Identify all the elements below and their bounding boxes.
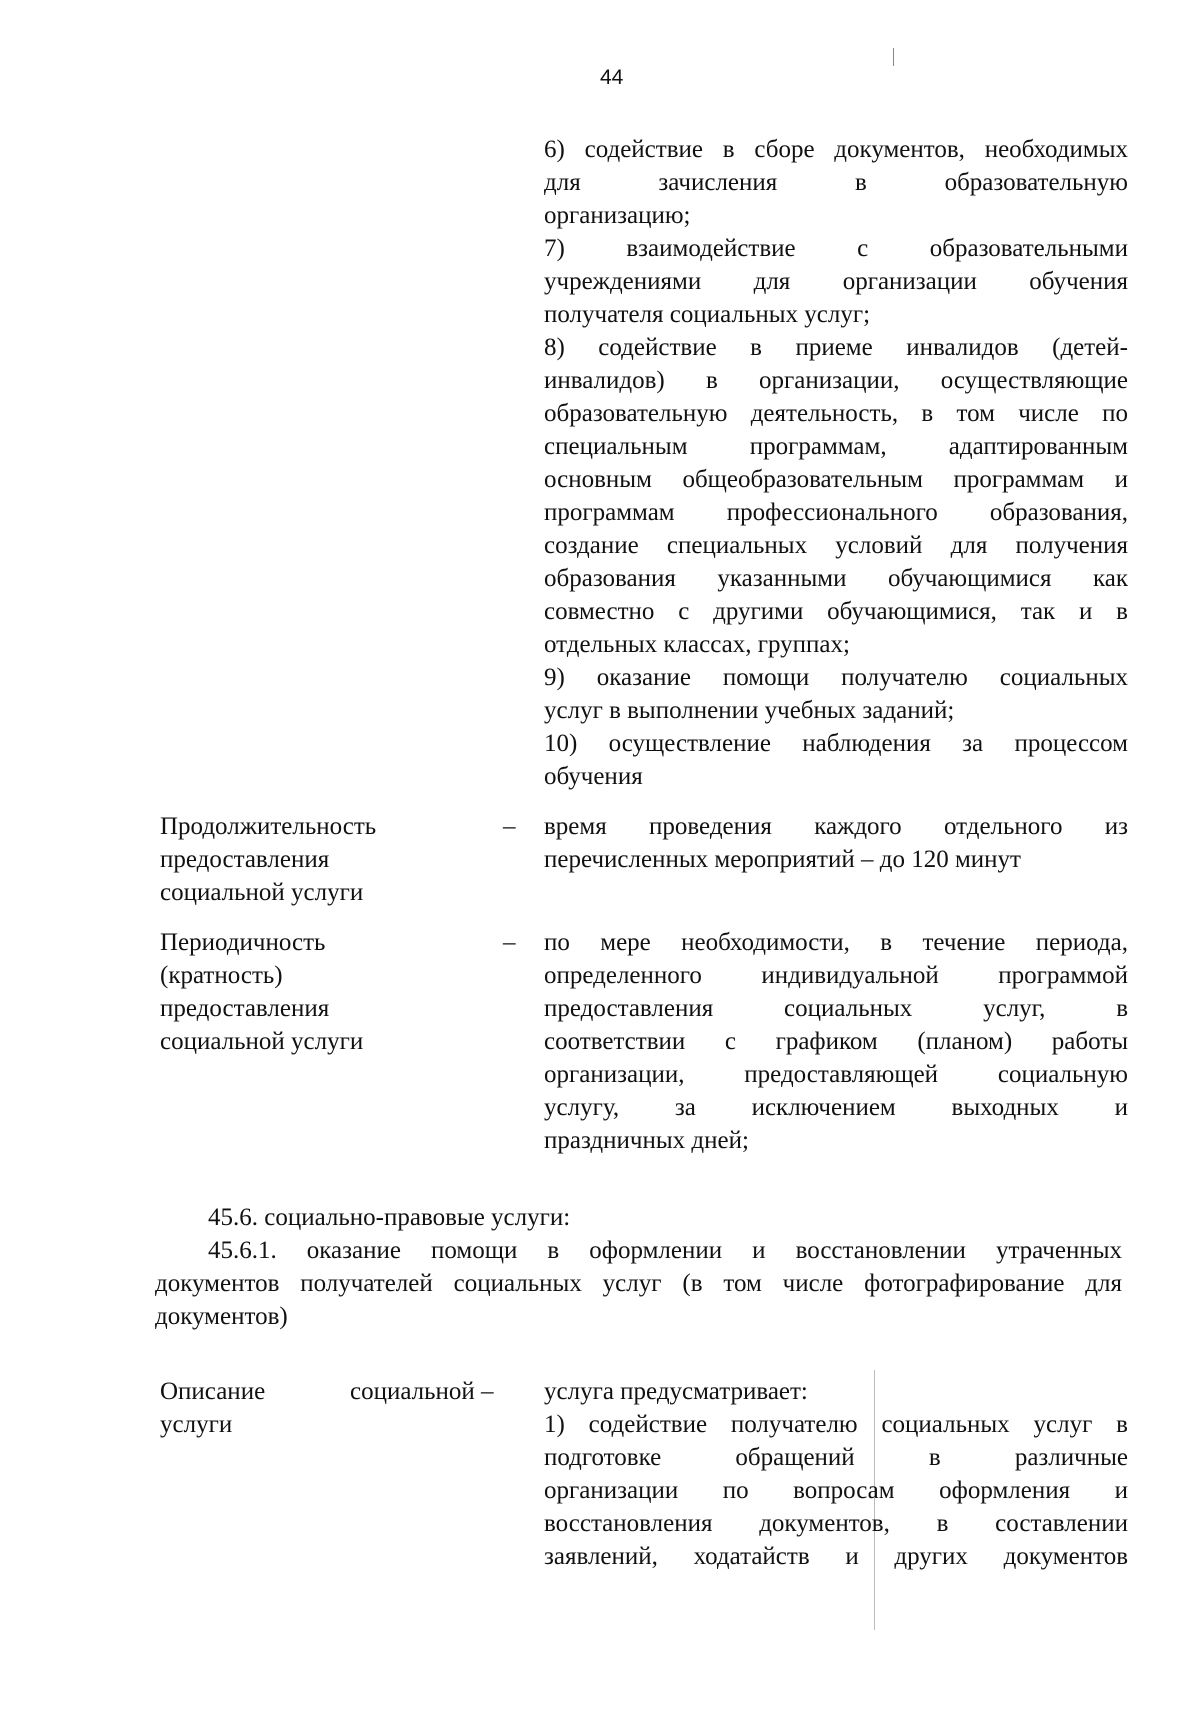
text-line: подготовке обращений в различные (544, 1444, 1128, 1471)
description-text (544, 1375, 1128, 1573)
top-line: образования указанными обучающимися как (544, 565, 1128, 592)
text-line: перечисленных мероприятий – до 120 минут (544, 846, 1021, 873)
top-line: совместно с другими обучающимися, так и в (544, 598, 1128, 625)
text-line: заявлений, ходатайств и других документов (544, 1543, 1128, 1570)
periodicity-label (160, 926, 460, 1058)
description-label-word2: социальной – (350, 1378, 494, 1405)
text-line: 1) содействие получателю социальных услуг в (544, 1411, 1128, 1438)
section-heading: 45.6. социально-правовые услуги: (208, 1204, 571, 1231)
text-line: определенного индивидуальной программой (544, 962, 1128, 989)
label-line: предоставления (160, 846, 330, 873)
text-line: услуга предусматривает: (544, 1378, 808, 1405)
label-line: (кратность) (160, 962, 283, 989)
top-line: для зачисления в образовательную (544, 169, 1128, 196)
top-line: учреждениями для организации обучения (544, 268, 1128, 295)
duration-label (160, 810, 460, 909)
top-line: основным общеобразовательным программам и (544, 466, 1128, 493)
duration-dash: – (503, 813, 516, 840)
subheading-line: документов получателей социальных услуг (в том числе фотографирование для (155, 1270, 1122, 1297)
top-line: 7) взаимодействие с образовательными (544, 235, 1128, 262)
label-line: Периодичность (160, 929, 326, 956)
duration-text (544, 810, 1128, 876)
top-line: отдельных классах, группах; (544, 631, 850, 658)
top-line: 10) осуществление наблюдения за процессом (544, 730, 1128, 757)
text-line: время проведения каждого отдельного из (544, 813, 1128, 840)
description-label-line2: услуги (160, 1411, 233, 1438)
top-line: 9) оказание помощи получателю социальных (544, 664, 1128, 691)
top-line: образовательную деятельность, в том числе по (544, 400, 1128, 427)
top-line: специальным программам, адаптированным (544, 433, 1128, 460)
top-line: обучения (544, 763, 643, 790)
text-line: организации, предоставляющей социальную (544, 1061, 1128, 1088)
label-line: социальной услуги (160, 879, 364, 906)
top-line: создание специальных условий для получения (544, 532, 1128, 559)
text-line: по мере необходимости, в течение периода, (544, 929, 1128, 956)
subheading-line: документов) (155, 1303, 288, 1330)
top-line: 8) содействие в приеме инвалидов (детей- (544, 334, 1128, 361)
top-line: программам профессионального образования, (544, 499, 1128, 526)
text-line: восстановления документов, в составлении (544, 1510, 1128, 1537)
label-line: Продолжительность (160, 813, 377, 840)
periodicity-dash: – (503, 929, 516, 956)
top-line: организацию; (544, 202, 691, 229)
text-line: предоставления социальных услуг, в (544, 995, 1128, 1022)
subheading-line: 45.6.1. оказание помощи в оформлении и восстановлении утраченных (208, 1237, 1122, 1264)
label-line: социальной услуги (160, 1028, 364, 1055)
description-label-word1: Описание (160, 1378, 266, 1405)
label-line: предоставления (160, 995, 330, 1022)
page-number: 44 (600, 66, 624, 89)
text-line: соответствии с графиком (планом) работы (544, 1028, 1128, 1055)
scan-line-top (893, 48, 894, 66)
top-line: услуг в выполнении учебных заданий; (544, 697, 955, 724)
section-subheading (155, 1234, 1122, 1333)
text-line: услугу, за исключением выходных и (544, 1094, 1128, 1121)
top-line: инвалидов) в организации, осуществляющие (544, 367, 1128, 394)
text-line: организации по вопросам оформления и (544, 1477, 1128, 1504)
periodicity-text (544, 926, 1128, 1157)
top-line: 6) содействие в сборе документов, необходимых (544, 136, 1128, 163)
top-line: получателя социальных услуг; (544, 301, 871, 328)
top-block (544, 133, 1128, 793)
text-line: праздничных дней; (544, 1127, 749, 1154)
